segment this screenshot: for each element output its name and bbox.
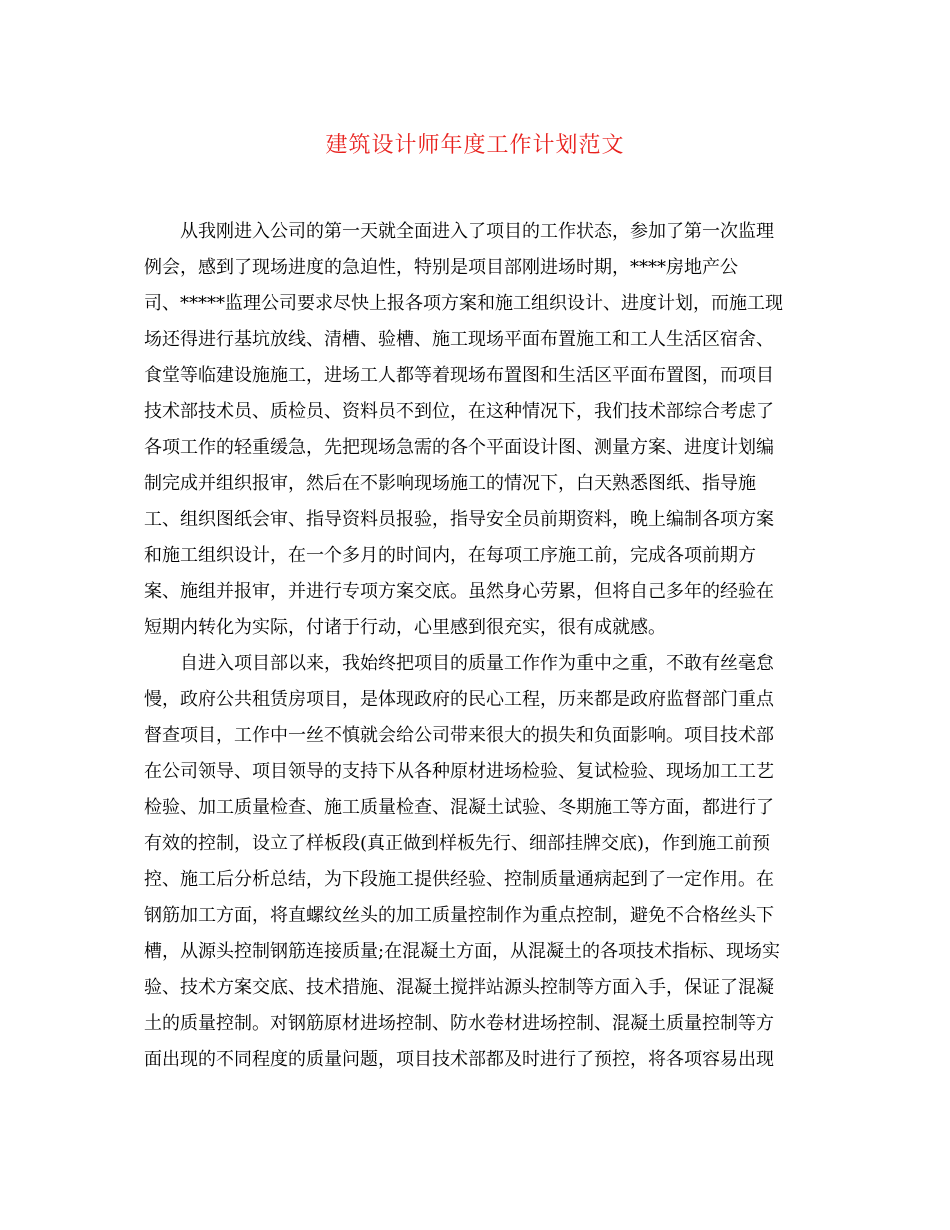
text-line: 场还得进行基坑放线、清槽、验槽、施工现场平面布置施工和工人生活区宿舍、 (144, 329, 774, 350)
text-line: 面出现的不同程度的质量问题，项目技术部都及时进行了预控，将各项容易出现 (144, 1049, 774, 1070)
text-line: 验、技术方案交底、技术措施、混凝土搅拌站源头控制等方面入手，保证了混凝 (144, 977, 774, 998)
paragraph-2 (144, 650, 810, 1082)
text-line: 有效的控制，设立了样板段(真正做到样板先行、细部挂牌交底)，作到施工前预 (144, 833, 771, 854)
text-line: 自进入项目部以来，我始终把项目的质量工作作为重中之重，不敢有丝毫怠 (180, 653, 774, 674)
text-line: 技术部技术员、质检员、资料员不到位，在这种情况下，我们技术部综合考虑了 (144, 401, 774, 422)
document-body (144, 218, 810, 1082)
text-line: 各项工作的轻重缓急，先把现场急需的各个平面设计图、测量方案、进度计划编 (144, 437, 774, 458)
text-line: 督查项目，工作中一丝不慎就会给公司带来很大的损失和负面影响。项目技术部 (144, 725, 774, 746)
text-line: 从我刚进入公司的第一天就全面进入了项目的工作状态，参加了第一次监理 (180, 221, 774, 242)
text-line: 工、组织图纸会审、指导资料员报验，指导安全员前期资料，晚上编制各项方案 (144, 509, 774, 530)
text-line: 控、施工后分析总结，为下段施工提供经验、控制质量通病起到了一定作用。在 (144, 869, 774, 890)
text-line: 槽，从源头控制钢筋连接质量;在混凝土方面，从混凝土的各项技术指标、现场实 (144, 941, 781, 962)
text-line: 例会，感到了现场进度的急迫性，特别是项目部刚进场时期，****房地产公 (144, 257, 738, 278)
document-title: 建筑设计师年度工作计划范文 (325, 133, 625, 158)
text-line: 食堂等临建设施施工，进场工人都等着现场布置图和生活区平面布置图，而项目 (144, 365, 774, 386)
text-line: 检验、加工质量检查、施工质量检查、混凝土试验、冬期施工等方面，都进行了 (144, 797, 774, 818)
text-line: 土的质量控制。对钢筋原材进场控制、防水卷材进场控制、混凝土质量控制等方 (144, 1013, 774, 1034)
text-line: 和施工组织设计，在一个多月的时间内，在每项工序施工前，完成各项前期方 (144, 545, 756, 566)
text-line: 慢，政府公共租赁房项目，是体现政府的民心工程，历来都是政府监督部门重点 (144, 689, 774, 710)
text-line: 短期内转化为实际，付诸于行动，心里感到很充实，很有成就感。 (144, 617, 666, 638)
text-line: 案、施组并报审，并进行专项方案交底。虽然身心劳累，但将自己多年的经验在 (144, 581, 774, 602)
text-line: 司、*****监理公司要求尽快上报各项方案和施工组织设计、进度计划，而施工现 (144, 293, 783, 314)
paragraph-1 (144, 218, 810, 650)
text-line: 在公司领导、项目领导的支持下从各种原材进场检验、复试检验、现场加工工艺 (144, 761, 774, 782)
text-line: 制完成并组织报审，然后在不影响现场施工的情况下，白天熟悉图纸、指导施 (144, 473, 756, 494)
text-line: 钢筋加工方面，将直螺纹丝头的加工质量控制作为重点控制，避免不合格丝头下 (144, 905, 774, 926)
